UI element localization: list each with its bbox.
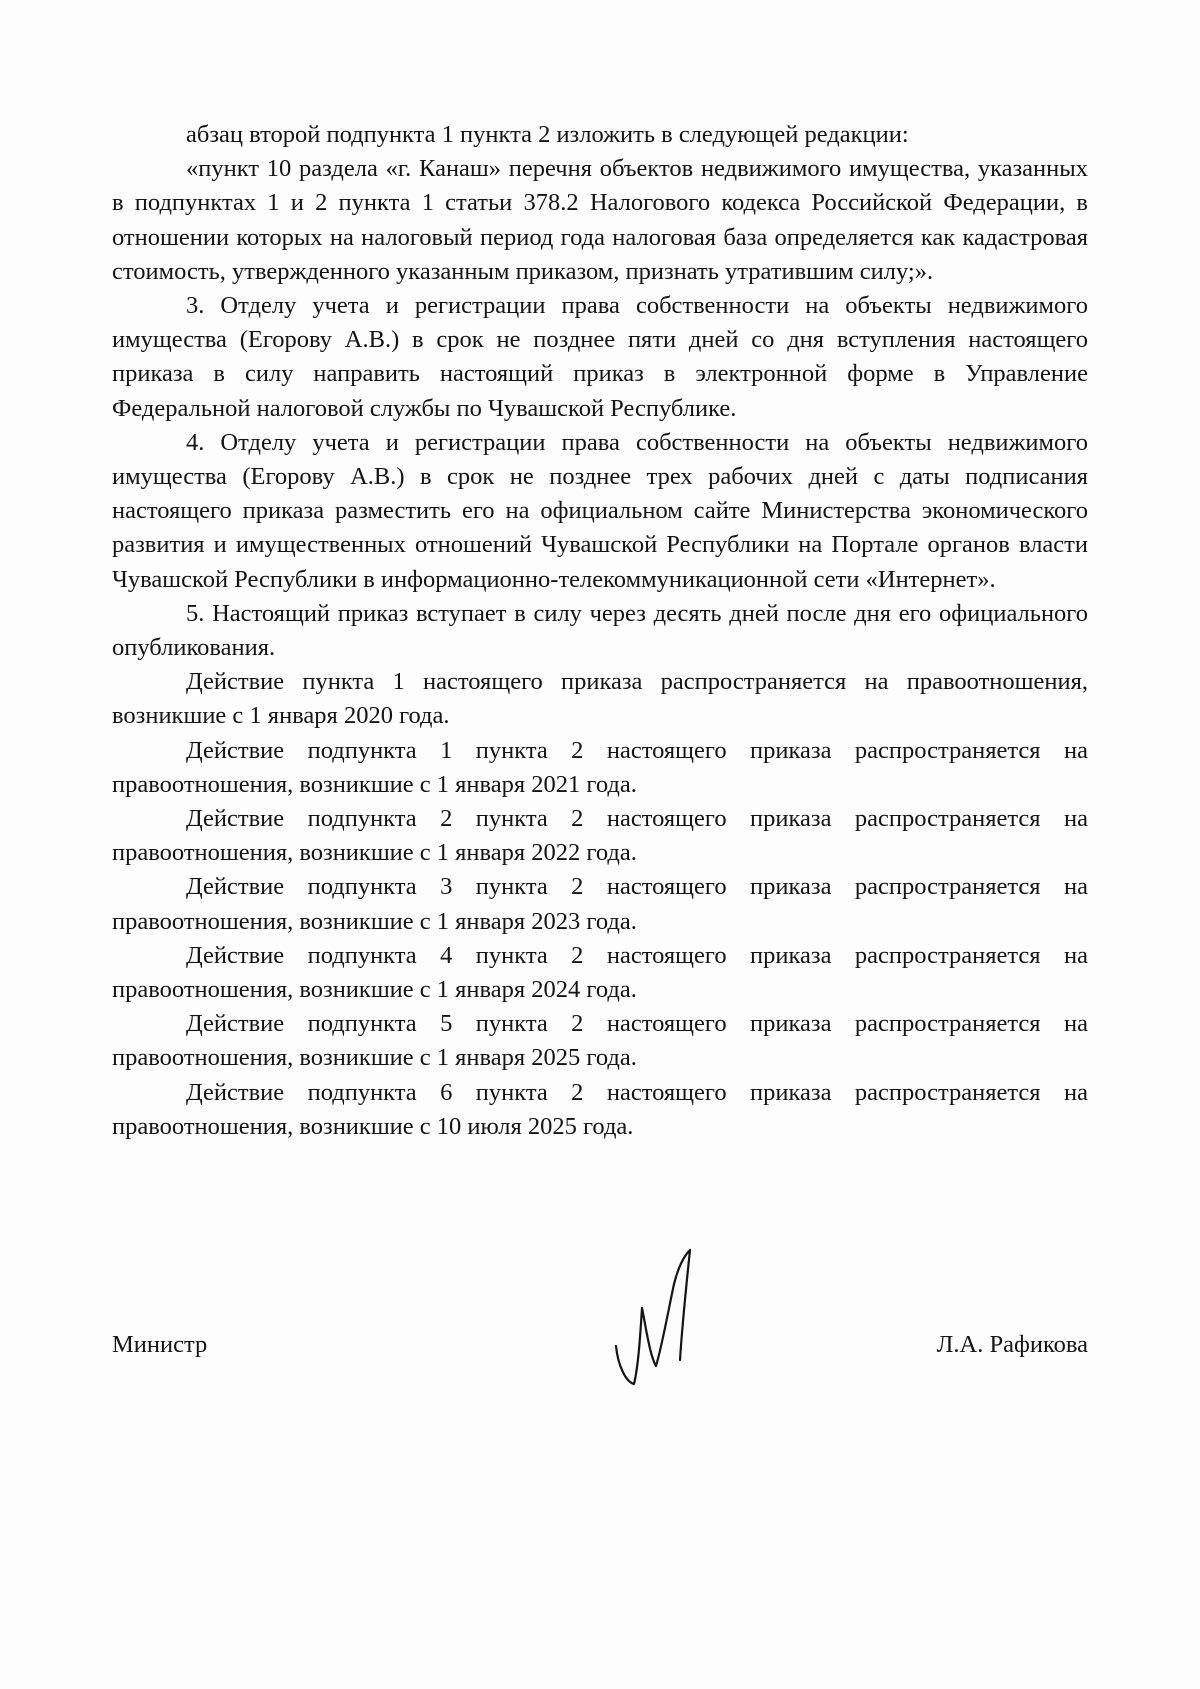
paragraph-item-4: 4. Отделу учета и регистрации права собственности на объекты недвижимого имущества (Егорову А.В.) в срок не позднее трех рабочих дней с даты подписания настоящего приказа разместить его на официальном сайте Министерства экономического развития и имущественных отношений Чувашской Республики на Портале органов власти Чувашской Республики в информационно-телекоммуникационной сети «Интернет». <box>112 428 1088 593</box>
handwritten-signature-icon <box>612 1248 702 1388</box>
paragraph-effect-subpoint-5: Действие подпункта 5 пункта 2 настоящего приказа распространяется на правоотношения, возникшие с 1 января 2025 года. <box>112 1010 1088 1072</box>
paragraph-quote: «пункт 10 раздела «г. Канаш» перечня объектов недвижимого имущества, указанных в подпунктах 1 и 2 пункта 1 статьи 378.2 Налогового кодекса Российской Федерации, в отношении которых на налоговый период года налоговая база определяется как кадастровая стоимость, утвержденного указанным приказом, признать утратившим силу;». <box>112 155 1088 285</box>
document-body <box>112 118 1088 1144</box>
paragraph-effect-subpoint-1: Действие подпункта 1 пункта 2 настоящего приказа распространяется на правоотношения, возникшие с 1 января 2021 года. <box>112 736 1088 798</box>
paragraph-effect-point-1: Действие пункта 1 настоящего приказа распространяется на правоотношения, возникшие с 1 января 2020 года. <box>112 668 1088 730</box>
signature-block <box>112 1318 1088 1398</box>
signer-name: Л.А. Рафикова <box>936 1331 1088 1358</box>
paragraph-item-3: 3. Отделу учета и регистрации права собственности на объекты недвижимого имущества (Егорову А.В.) в срок не позднее пяти дней со дня вступления настоящего приказа в силу направить настоящий приказ в электронной форме в Управление Федеральной налоговой службы по Чувашской Республике. <box>112 292 1088 422</box>
paragraph-effect-subpoint-6: Действие подпункта 6 пункта 2 настоящего приказа распространяется на правоотношения, возникшие с 10 июля 2025 года. <box>112 1078 1088 1140</box>
paragraph-item-5: 5. Настоящий приказ вступает в силу через десять дней после дня его официального опубликования. <box>112 599 1088 662</box>
paragraph-effect-subpoint-2: Действие подпункта 2 пункта 2 настоящего приказа распространяется на правоотношения, возникшие с 1 января 2022 года. <box>112 805 1088 867</box>
paragraph-effect-subpoint-4: Действие подпункта 4 пункта 2 настоящего приказа распространяется на правоотношения, возникшие с 1 января 2024 года. <box>112 941 1088 1004</box>
signer-position: Министр <box>112 1331 208 1358</box>
paragraph-effect-subpoint-3: Действие подпункта 3 пункта 2 настоящего приказа распространяется на правоотношения, возникшие с 1 января 2023 года. <box>112 873 1088 935</box>
paragraph-abzac: абзац второй подпункта 1 пункта 2 изложить в следующей редакции: <box>186 121 909 148</box>
